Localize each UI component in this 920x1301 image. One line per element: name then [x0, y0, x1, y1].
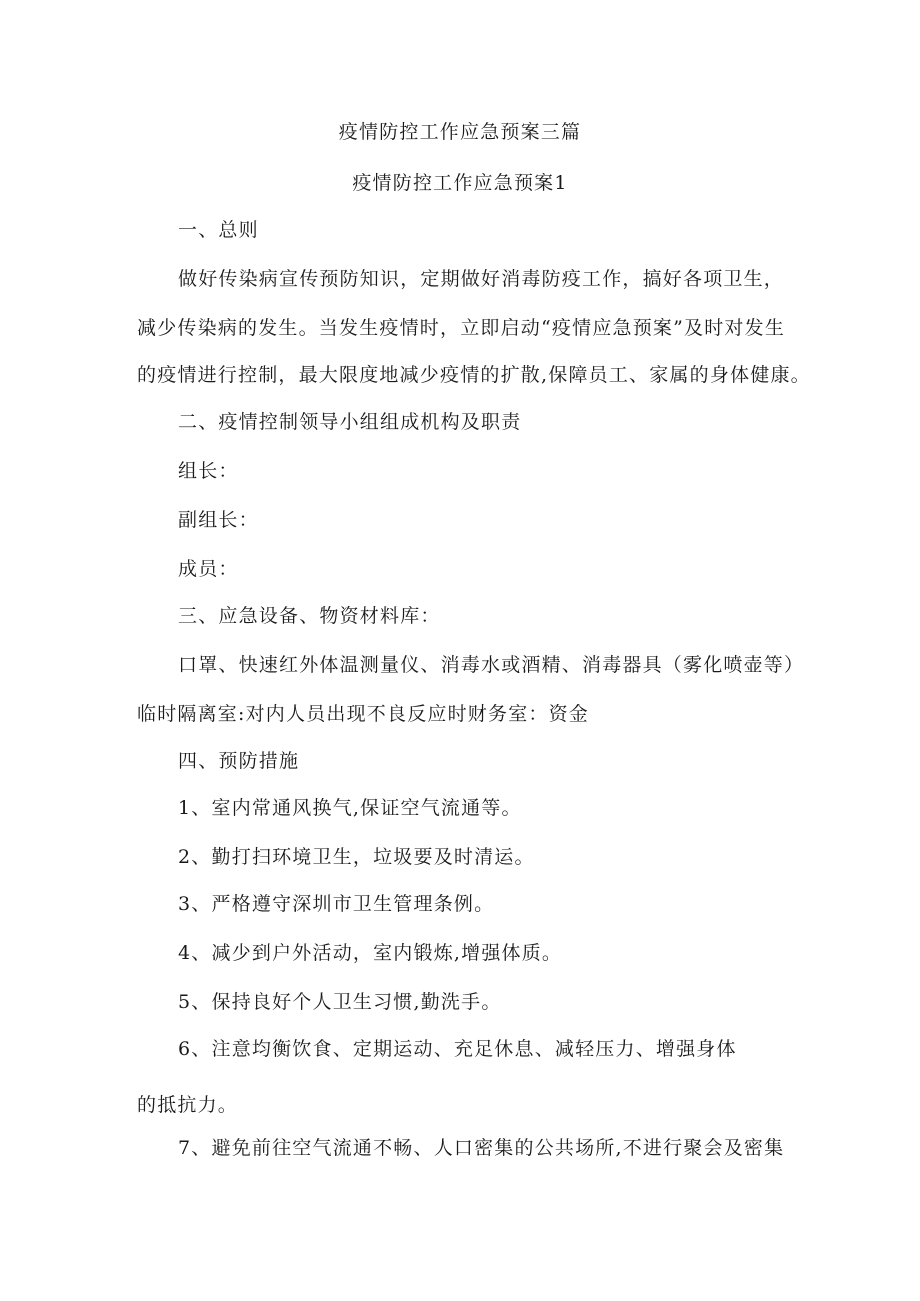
paragraph-line: 做好传染病宣传预防知识，定期做好消毒防疫工作，搞好各项卫生，	[178, 268, 785, 290]
list-item: 4、减少到户外活动，室内锻炼,增强体质。	[178, 942, 563, 964]
section-heading-general: 一、总则	[178, 219, 259, 241]
list-item: 6、注意均衡饮食、定期运动、充足休息、减轻压力、增强身体	[178, 1038, 737, 1060]
document-subtitle: 疫情防控工作应急预案1	[352, 172, 568, 194]
section-heading-prevention: 四、预防措施	[178, 750, 300, 772]
list-item: 5、保持良好个人卫生习惯,勤洗手。	[178, 991, 502, 1013]
paragraph-line: 临时隔离室:对内人员出现不良反应时财务室：资金	[137, 703, 590, 725]
members-line: 成员：	[178, 558, 239, 580]
team-leader-line: 组长：	[178, 460, 239, 482]
list-item: 3、严格遵守深圳市卫生管理条例。	[178, 893, 495, 915]
paragraph-line: 的抵抗力。	[137, 1094, 239, 1116]
list-item: 2、勤打扫环境卫生，垃圾要及时清运。	[178, 846, 535, 868]
list-item: 1、室内常通风换气,保证空气流通等。	[178, 797, 522, 819]
document-title: 疫情防控工作应急预案三篇	[338, 121, 582, 143]
section-heading-leadership: 二、疫情控制领导小组组成机构及职责	[178, 411, 522, 433]
section-heading-equipment: 三、应急设备、物资材料库：	[178, 605, 441, 627]
deputy-leader-line: 副组长：	[178, 509, 259, 531]
paragraph-line: 减少传染病的发生。当发生疫情时，立即启动“疫情应急预案”及时对发生	[137, 317, 786, 339]
paragraph-line: 口罩、快速红外体温测量仪、消毒水或酒精、消毒器具（雾化喷壶等）	[178, 654, 805, 676]
list-item: 7、避免前往空气流通不畅、人口密集的公共场所,不进行聚会及密集	[178, 1137, 785, 1159]
paragraph-line: 的疫情进行控制，最大限度地减少疫情的扩散,保障员工、家属的身体健康。	[137, 364, 811, 386]
